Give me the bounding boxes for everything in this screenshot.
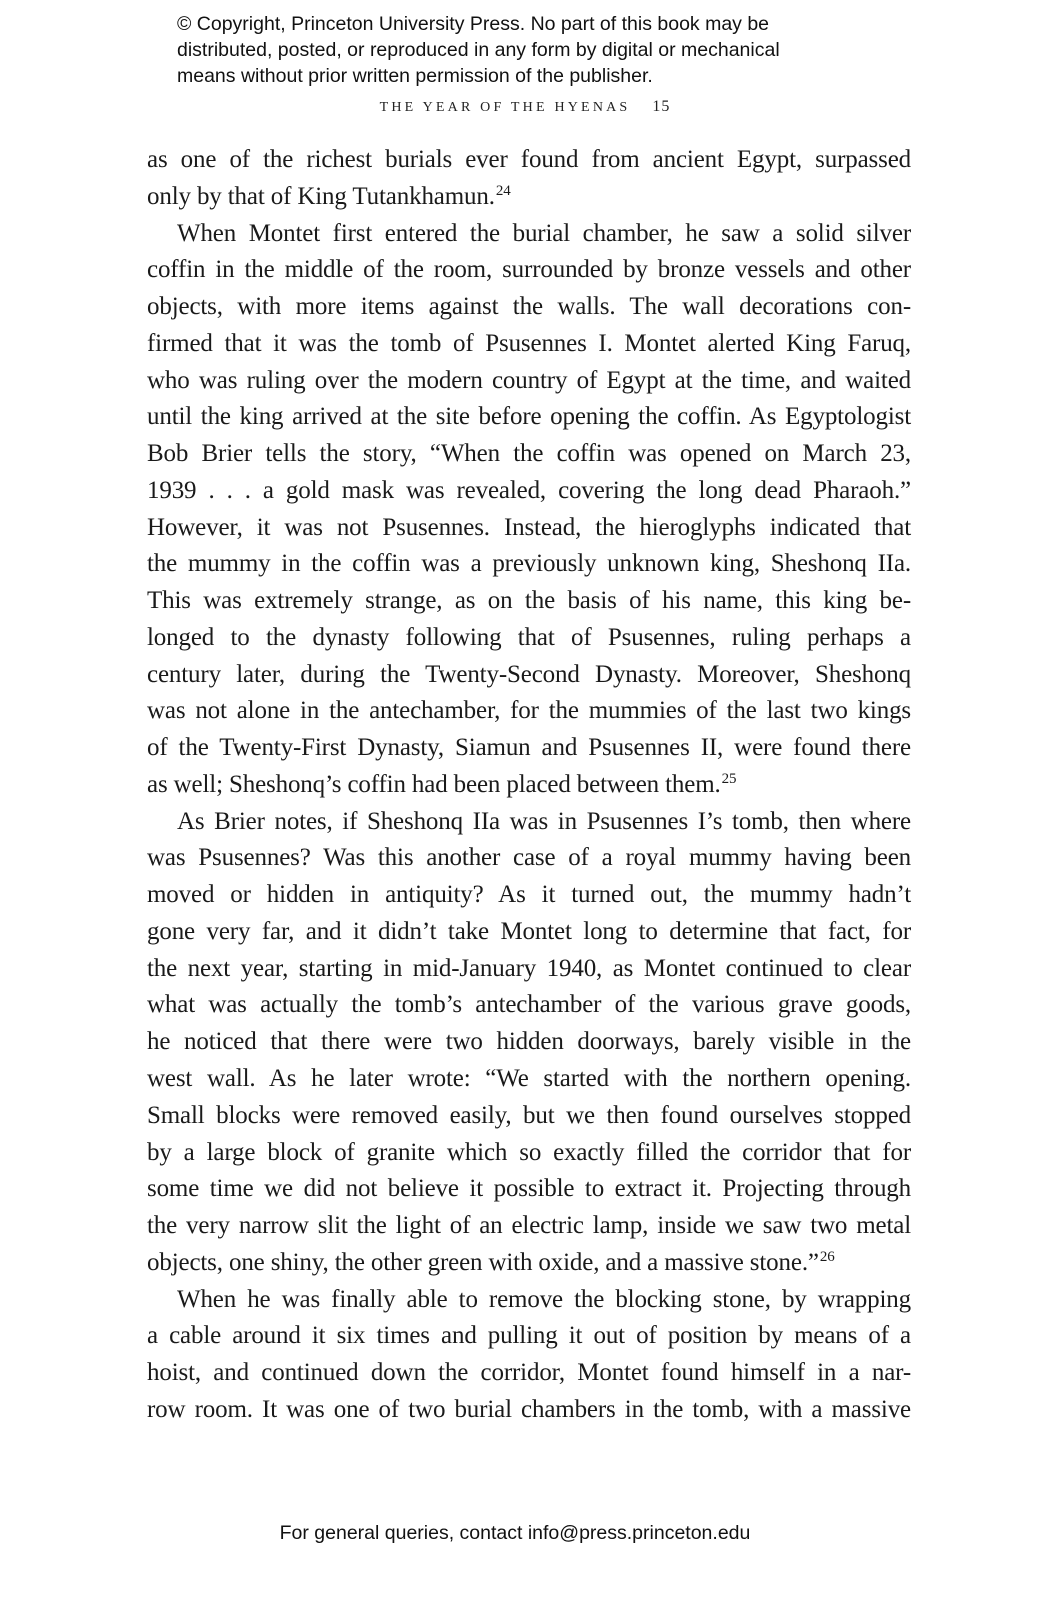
text-line-content: firmed that it was the tomb of Psusennes I. Montet alerted King Faruq, <box>147 329 911 357</box>
text-line <box>147 954 911 984</box>
text-line <box>147 439 911 469</box>
text-line-content: When he was finally able to remove the blocking stone, by wrapping <box>177 1285 911 1313</box>
text-line <box>147 1064 911 1094</box>
text-line-content: was not alone in the antechamber, for the mummies of the last two kings <box>147 697 911 725</box>
text-line-content: 1939 . . . a gold mask was revealed, covering the long dead Pharaoh.” <box>147 476 911 504</box>
text-line <box>147 1211 911 1241</box>
text-line <box>147 1138 911 1168</box>
text-line <box>147 696 911 726</box>
text-line-content: As Brier notes, if Sheshonq IIa was in Psusennes I’s tomb, then where <box>177 807 911 835</box>
text-line <box>147 1027 911 1057</box>
text-line <box>147 292 911 322</box>
text-line <box>147 1321 911 1351</box>
text-line-content: by a large block of granite which so exactly filled the corridor that for <box>147 1138 911 1166</box>
text-line-content: moved or hidden in antiquity? As it turned out, the mummy hadn’t <box>147 881 911 909</box>
text-line-content: gone very far, and it didn’t take Montet long to determine that fact, for <box>147 917 911 945</box>
text-line <box>147 990 911 1020</box>
page-number: 15 <box>652 98 671 115</box>
text-line <box>147 513 911 543</box>
text-line <box>147 917 911 947</box>
text-line <box>147 733 911 763</box>
running-head <box>0 98 1050 116</box>
text-line-content: hoist, and continued down the corridor, Montet found himself in a nar- <box>147 1359 911 1387</box>
text-line-content: until the king arrived at the site before opening the coffin. As Egyptologist <box>147 403 911 431</box>
text-line-content: he noticed that there were two hidden doorways, barely visible in the <box>147 1028 911 1056</box>
text-line-content: as well; Sheshonq’s coffin had been placed between them. <box>147 770 721 798</box>
text-line-content: row room. It was one of two burial chambers in the tomb, with a massive <box>147 1395 911 1423</box>
copyright-line: © Copyright, Princeton University Press. No part of this book may be <box>177 13 770 35</box>
text-line-content: the very narrow slit the light of an electric lamp, inside we saw two metal <box>147 1212 911 1240</box>
text-line-content: the next year, starting in mid-January 1940, as Montet continued to clear <box>147 954 911 982</box>
text-line-content: This was extremely strange, as on the basis of his name, this king be- <box>147 587 911 615</box>
text-line <box>147 329 911 359</box>
footnote-marker: 25 <box>721 770 737 787</box>
text-line-content: Bob Brier tells the story, “When the coffin was opened on March 23, <box>147 440 911 468</box>
text-line <box>147 586 911 616</box>
text-line <box>177 807 911 837</box>
text-line <box>147 1248 911 1278</box>
text-line <box>177 1285 911 1315</box>
text-line-content: When Montet first entered the burial chamber, he saw a solid silver <box>177 219 911 247</box>
text-line-content: objects, with more items against the walls. The wall decorations con- <box>147 293 911 321</box>
footer-contact: For general queries, contact info@press.princeton.edu <box>279 1522 751 1544</box>
text-line <box>147 623 911 653</box>
text-line-content: coffin in the middle of the room, surrounded by bronze vessels and other <box>147 256 911 284</box>
text-line-content: only by that of King Tutankhamun. <box>147 182 495 210</box>
text-line <box>147 402 911 432</box>
text-line-content: as one of the richest burials ever found from ancient Egypt, surpassed <box>147 146 911 173</box>
text-line-content: Small blocks were removed easily, but we then found ourselves stopped <box>147 1101 911 1129</box>
text-line <box>177 219 911 249</box>
text-line-content: a cable around it six times and pulling it out of position by means of a <box>147 1322 911 1350</box>
footnote-marker: 24 <box>495 182 511 199</box>
text-line <box>147 880 911 910</box>
copyright-notice <box>177 11 897 89</box>
text-line-content: what was actually the tomb’s antechamber of the various grave goods, <box>147 991 911 1019</box>
text-line-content: century later, during the Twenty-Second Dynasty. Moreover, Sheshonq <box>147 660 911 688</box>
footnote-marker: 26 <box>819 1248 835 1265</box>
text-line <box>147 145 911 175</box>
text-line <box>147 182 911 212</box>
text-line <box>147 660 911 690</box>
text-line <box>147 549 911 579</box>
text-line-content: who was ruling over the modern country of Egypt at the time, and waited <box>147 366 911 394</box>
text-line-content: west wall. As he later wrote: “We started with the northern opening. <box>147 1065 911 1092</box>
running-head-title: THE YEAR OF THE HYENAS <box>379 100 631 115</box>
text-line <box>147 1174 911 1204</box>
copyright-line: distributed, posted, or reproduced in any form by digital or mechanical <box>177 39 780 61</box>
text-line-content: some time we did not believe it possible to extract it. Projecting through <box>147 1175 911 1203</box>
text-line <box>147 476 911 506</box>
text-line <box>147 1358 911 1388</box>
text-line-content: was Psusennes? Was this another case of a royal mummy having been <box>147 844 911 872</box>
text-line-content: However, it was not Psusennes. Instead, the hieroglyphs indicated that <box>147 513 911 541</box>
text-line <box>147 255 911 285</box>
text-line <box>147 366 911 396</box>
text-line <box>147 1395 911 1425</box>
text-line <box>147 843 911 873</box>
text-line <box>147 770 911 800</box>
text-line-content: of the Twenty-First Dynasty, Siamun and Psusennes II, were found there <box>147 734 911 762</box>
text-line-content: longed to the dynasty following that of Psusennes, ruling perhaps a <box>147 623 911 651</box>
text-line <box>147 1101 911 1131</box>
text-line-content: objects, one shiny, the other green with oxide, and a massive stone.” <box>147 1248 819 1276</box>
text-line-content: the mummy in the coffin was a previously unknown king, Sheshonq IIa. <box>147 550 911 578</box>
copyright-line: means without prior written permission of the publisher. <box>177 65 653 87</box>
